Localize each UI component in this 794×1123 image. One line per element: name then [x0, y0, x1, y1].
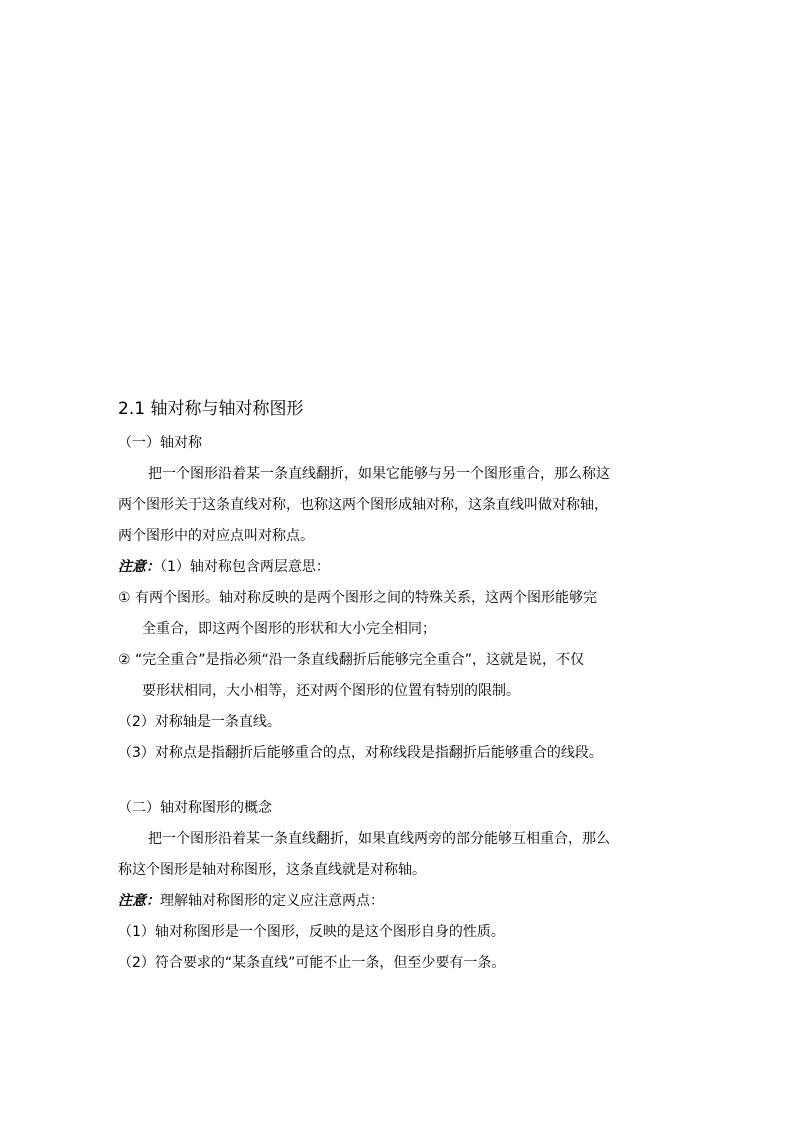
note-label: 注意：	[118, 559, 160, 575]
list-item-continuation: 全重合，即这两个图形的形状和大小完全相同；	[142, 621, 436, 637]
section-heading-axisymmetric-figure: （二）轴对称图形的概念	[118, 800, 272, 816]
point-line: （3）对称点是指翻折后能够重合的点，对称线段是指翻折后能够重合的线段。	[118, 745, 603, 761]
paragraph-line: 把一个图形沿着某一条直线翻折，如果它能够与另一个图形重合，那么称这	[148, 466, 610, 482]
paragraph-line: 把一个图形沿着某一条直线翻折，如果直线两旁的部分能够互相重合，那么	[148, 831, 610, 847]
point-line: （1）轴对称图形是一个图形，反映的是这个图形自身的性质。	[118, 924, 505, 940]
list-item: ① 有两个图形。轴对称反映的是两个图形之间的特殊关系，这两个图形能够完	[118, 590, 597, 606]
note-line	[118, 552, 683, 583]
section-title: 2.1 轴对称与轴对称图形	[118, 399, 304, 419]
point-line: （2）对称轴是一条直线。	[118, 714, 281, 730]
section-spacer	[118, 769, 683, 793]
list-item-continuation: 要形状相同，大小相等，还对两个图形的位置有特别的限制。	[142, 683, 520, 699]
point-line: （2）符合要求的“某条直线”可能不止一条，但至少要有一条。	[118, 955, 506, 971]
paragraph-line: 两个图形中的对应点叫对称点。	[118, 528, 314, 544]
paragraph-line: 称这个图形是轴对称图形，这条直线就是对称轴。	[118, 862, 426, 878]
document-content	[118, 396, 683, 979]
note-text: （1）轴对称包含两层意思：	[160, 559, 330, 575]
note-label: 注意：	[118, 893, 160, 909]
list-item: ② “完全重合”是指必须“沿一条直线翻折后能够完全重合”，这就是说，不仅	[118, 652, 585, 668]
section-heading-axial-symmetry: （一）轴对称	[118, 435, 202, 451]
note-text: 理解轴对称图形的定义应注意两点：	[160, 893, 384, 909]
note-line	[118, 886, 683, 917]
paragraph-line: 两个图形关于这条直线对称，也称这两个图形成轴对称，这条直线叫做对称轴，	[118, 497, 608, 513]
